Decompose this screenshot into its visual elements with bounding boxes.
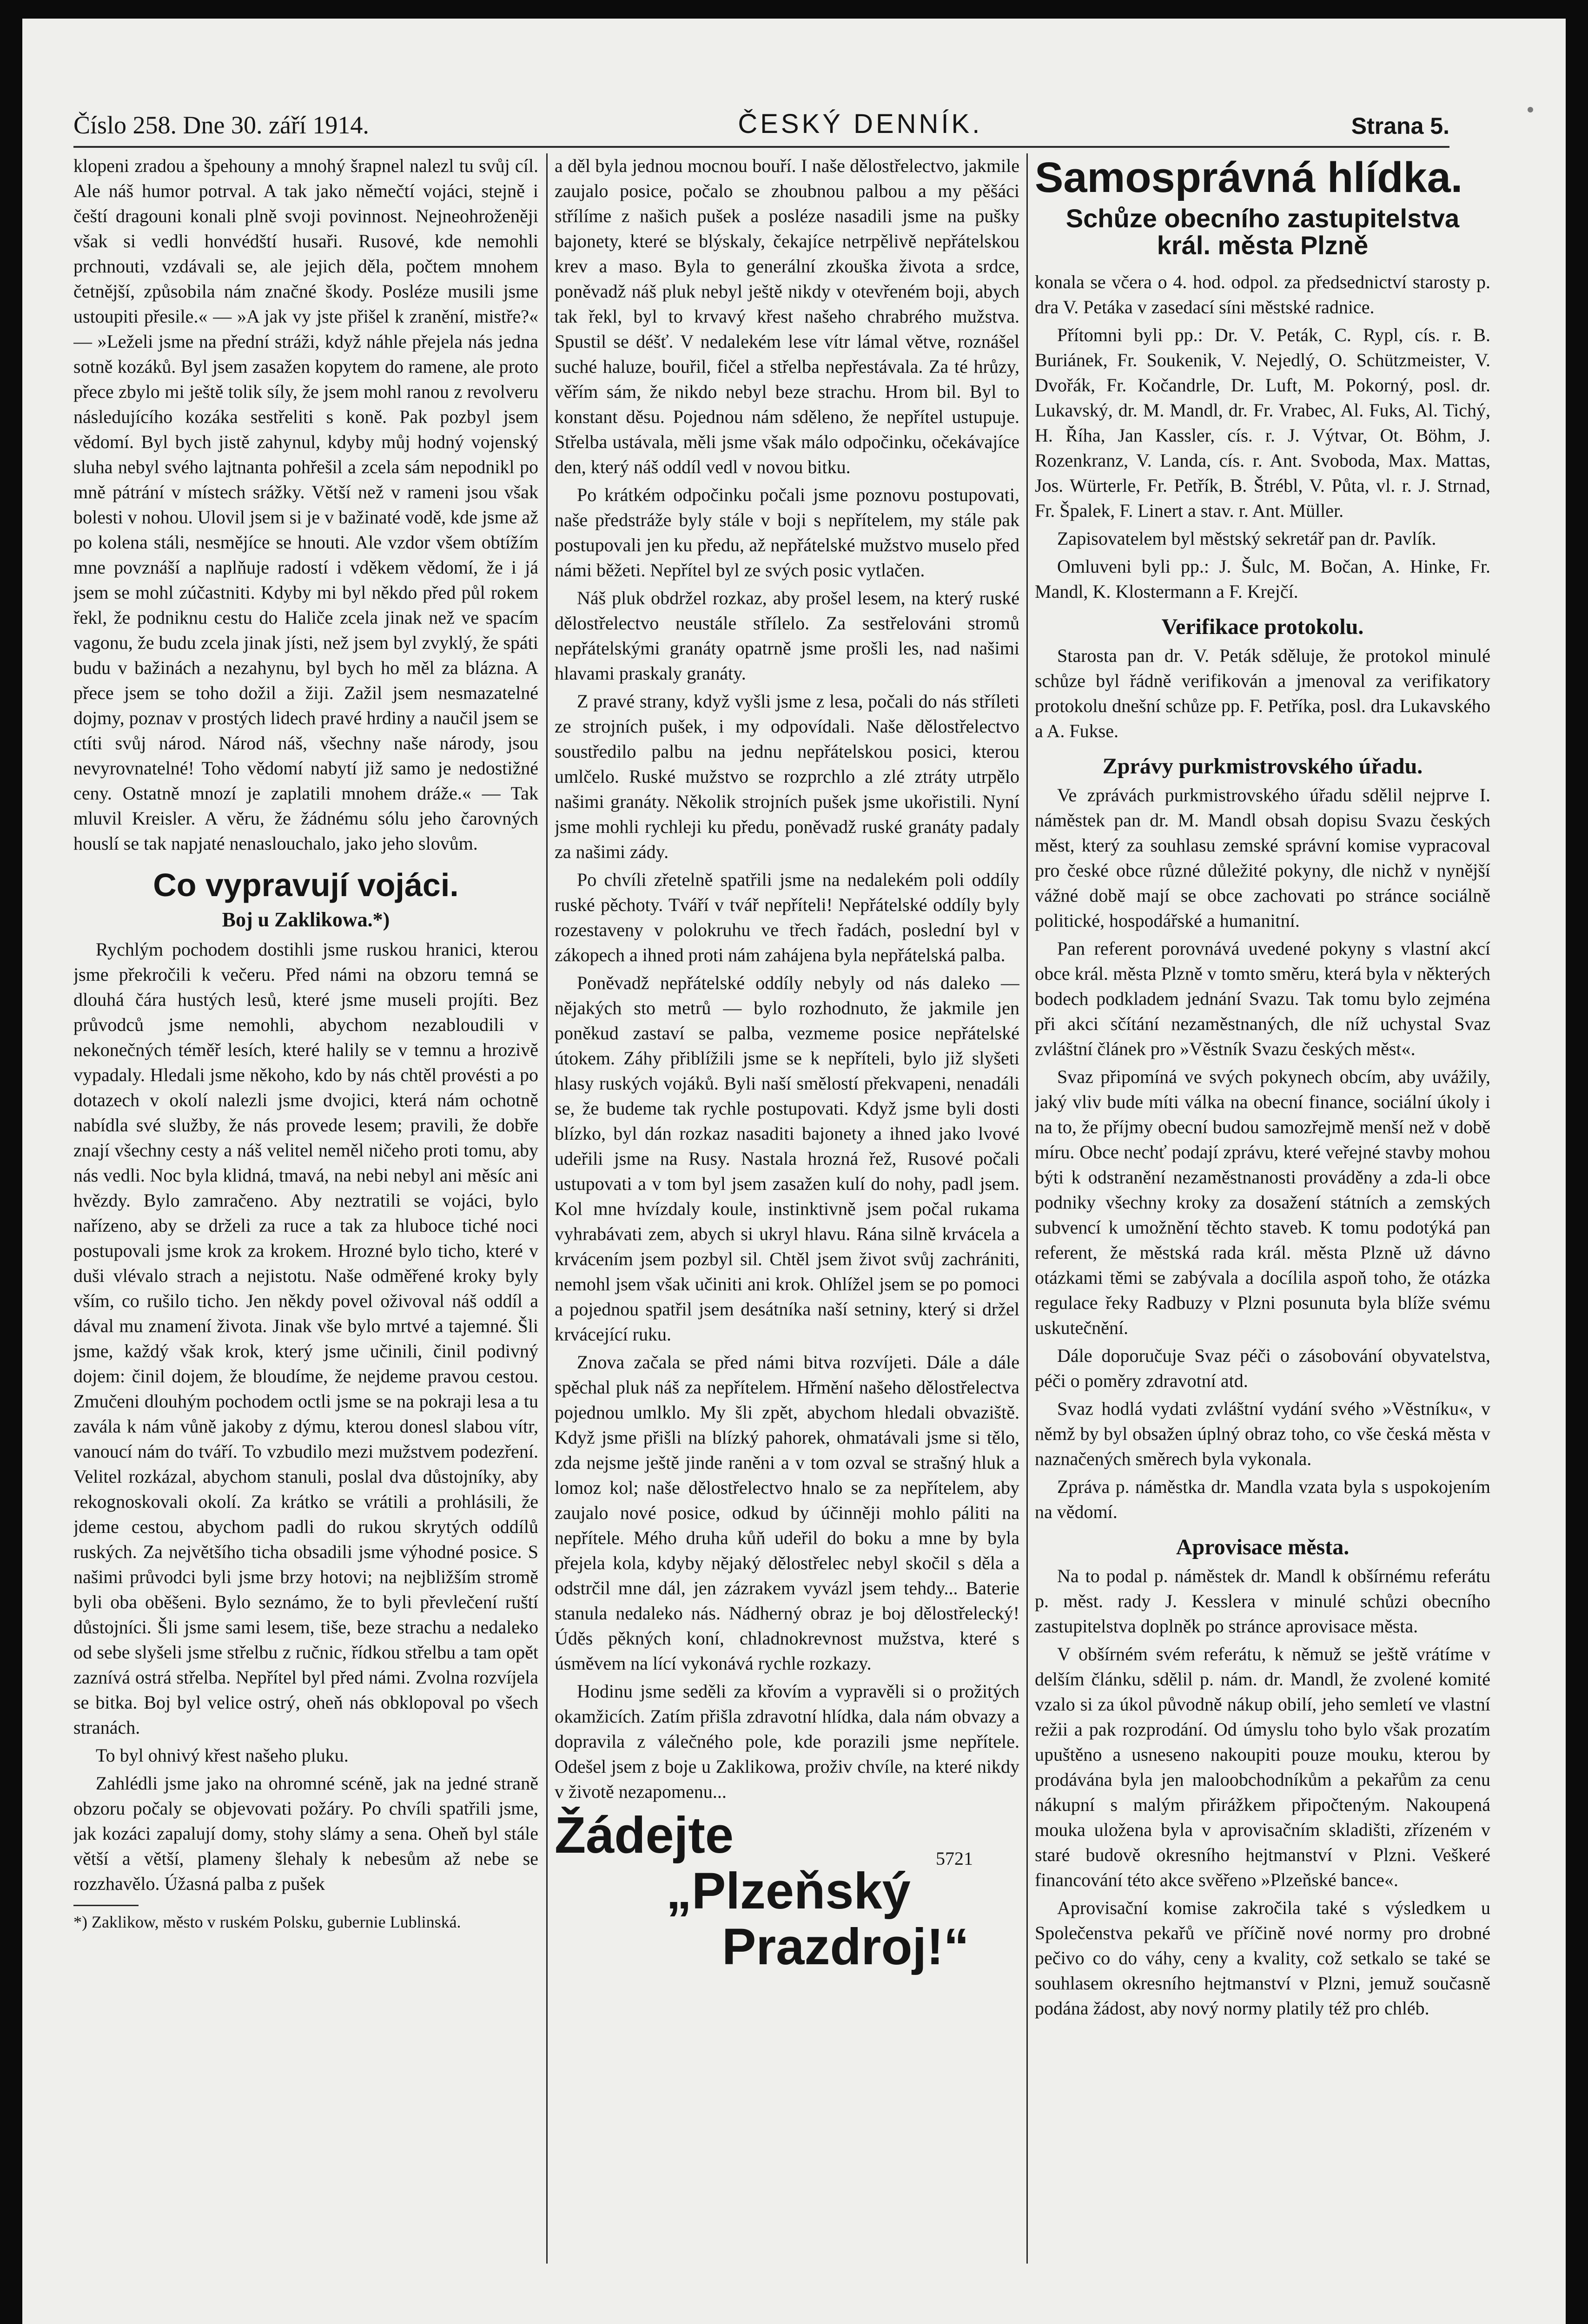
newspaper-page: [22, 19, 1566, 2324]
paragraph: Pan referent porovnává uvedené pokyny s vlastní akcí obce král. města Plzně v tomto směru, která byla v některých bodech podkladem jednání Svazu. Tak tomu bylo zejména při akci sčítání nezaměstnaných, dle níž uchystal Svaz zvláštní článek pro »Věstník Svazu českých měst«.: [1035, 938, 1490, 1060]
article-title: Co vypravují vojáci.: [153, 867, 459, 903]
section-subtitle: král. města Plzně: [1157, 231, 1369, 260]
paragraph: Omluveni byli pp.: J. Šulc, M. Bočan, A. Hinke, Fr. Mandl, K. Klostermann a F. Krejčí.: [1035, 556, 1490, 602]
subsection-heading: Zprávy purkmistrovského úřadu.: [1102, 754, 1423, 779]
footnote: *) Zaklikow, město v ruském Polsku, gubernie Lublinská.: [73, 1912, 461, 1931]
paragraph: Aprovisační komise zakročila také s výsledkem u Společenstva pekařů ve příčině nové normy pro drobné pečivo co do váhy, ceny a kvality, což setkalo se také se souhlasem okresního hejtmanství v Plzni, jemuž současně podána žádost, aby nový normy platily též pro chléb.: [1035, 1897, 1490, 2019]
paragraph: Zahlédli jsme jako na ohromné scéně, jak na jedné straně obzoru počaly se objevovati požáry. Po chvíli spatřili jsme, jak kozáci zapalují domy, stohy slámy a sena. Oheň byl stále větší a větší, plameny šlehaly k nebesům až nebe se rozzhavělo. Úžasná palba z pušek: [73, 1772, 538, 1894]
paragraph: Znova začala se před námi bitva rozvíjeti. Dále a dále spěchal pluk náš za nepřítelem. Hřmění našeho dělostřelectva pojednou umlklo. My šli zpět, abychom hledali obvaziště. Když jsme přišli na blízký pahorek, ohmatávali jsme si tělo, zda nejsme ještě jinde raněni a v tom ozval se strašný hluk a lomoz kol; naše dělostřelectvo hnalo se za nepřítelem, aby zaujalo nové posice, odkud by účinněji mohlo páliti na nepřítele. Mého druha kůň udeřil do boku a mne by byla přejela kola, kdyby nějaký dělostřelec nebyl skočil s děla a odstrčil mne dál, jen zázrakem vyvázl jsem tehdy... Baterie stanula nedaleko nás. Nádherný obraz je boj dělostřelecký! Úděs pěkných koní, chladnokrevnost mužstva, které s úsměvem na lící vykonává rychle rozkazy.: [555, 1352, 1019, 1674]
ad-number: 5721: [936, 1848, 973, 1869]
paragraph: Po chvíli zřetelně spatřili jsme na nedalekém poli oddíly ruské pěchoty. Tváří v tvář nepříteli! Nepřátelské oddíly byly rozestaveny v polokruhu ve třech řadách, poslední byl v zákopech a ihned proti nám zahájena byla nepřátelská palba.: [555, 869, 1019, 965]
ad-line: Žádejte: [555, 1807, 734, 1864]
paragraph: Náš pluk obdržel rozkaz, aby prošel lesem, na který ruské dělostřelectvo neustále střílelo. Za sestřelováni stromů nepřátelskými granáty opatrně jsme prošli les, nad našimi hlavami praskaly granáty.: [555, 588, 1019, 684]
footnote-rule: [73, 1905, 139, 1906]
column-2: [555, 153, 1019, 2264]
column-3: [1035, 153, 1490, 2264]
paragraph: konala se včera o 4. hod. odpol. za předsednictví starosty p. dra V. Petáka v zasedací síni městské radnice.: [1035, 271, 1490, 318]
paragraph: Poněvadž nepřátelské oddíly nebyly od nás daleko — nějakých sto metrů — bylo rozhodnuto, že jakmile jen poněkud zastaví se palba, vezmeme posice nepřátelské útokem. Záhy přiblížili jsme se k nepříteli, bylo již slyšeti hlasy ruských vojáků. Byli naší smělostí překvapeni, nenadáli se, že budeme tak rychle postupovati. Když jsme byli dosti blízko, byl dán rozkaz nasaditi bajonety a ihned jako lvové udeřili jsme na Rusy. Nastala hrozná řež, Rusové počali ustupovati a v tom byl jsem zasažen kulí do nohy, padl jsem. Kol mne hvízdaly koule, instinktivně jsem počal rukama vyhrabávati zem, abych si ukryl hlavu. Rána silně krvácela a krvácením jsem pozbyl sil. Chtěl jsem život svůj zachrániti, nemohl jsem však učiniti ani krok. Ohlížel jsem se po pomoci a pojednou spatřil jsem desátníka naší setniny, který si držel krvácející ruku.: [555, 972, 1019, 1345]
paragraph: Rychlým pochodem dostihli jsme ruskou hranici, kterou jsme překročili k večeru. Před námi na obzoru temná se dlouhá čára hustých lesů, které jsme museli projíti. Bez průvodců jsme nemohli, abychom nezabloudili v nekonečných téměř lesích, které halily se v temnu a hrozivě vypadaly. Hledali jsme někoho, kdo by nás chtěl provésti a po dotazech v okolí nalezli jsme dvojici, která nám ochotně nabídla své služby, že nás provede lesem; pravili, že dobře znají všechny cesty a náš velitel neměl ničeho proti tomu, aby nás vedli. Noc byla klidná, tmavá, na nebi nebyl ani měsíc ani hvězdy. Bylo zamračeno. Aby neztratili se vojáci, bylo nařízeno, aby se drželi za ruce a tak za hluboce tiché noci postupovali jsme krok za krokem. Hrozné bylo ticho, které v duši vlévalo strach a nejistotu. Naše odměřené kroky byly vším, co rušilo ticho. Jen někdy povel oživoval náš oddíl a dával mu znamení života. Jinak vše bylo mrtvé a tajemné. Šli jsme, každý však krok, který jsme učinili, činil podivný dojem: činil dojem, že bloudíme, že nejdeme pravou cestou. Zmučeni dlouhým pochodem octli jsme se na pokraji lesa a tu zavála k nám vůně jakoby z dýmu, kterou donesl slabou vítr, vanoucí nám do tváří. To vzbudilo mezi mužstvem podezření. Velitel rozkázal, abychom stanuli, poslal dva důstojníky, aby rekognoskovali okolí. Za krátko se vrátili a prohlásili, že jdeme cestou, abychom padli do rukou skrytých oddílů ruských. Za největšího ticha obsadili jsme výhodné posice. S našimi průvodci byli jsme brzy hotovi; na nejbližším stromě byli oba oběšeni. Bylo seznámo, že to byli převlečení ruští důstojníci. Šli jsme sami lesem, tiše, beze strachu a nedaleko od sebe slyšeli jsme střelbu z ručnic, řídkou střelbu a tam opět zaznívá ostrá střelba. Nepřítel byl před námi. Zvolna rozvíjela se bitka. Boj byl velice ostrý, oheň nás obklopoval po všech stranách.: [73, 938, 538, 1738]
paragraph: Svaz hodlá vydati zvláštní vydání svého »Věstníku«, v němž by byl obsažen úplný obraz toho, co vše česká města v naznačených směrech byla vykonala.: [1035, 1398, 1490, 1470]
paragraph: Hodinu jsme seděli za křovím a vypravěli si o prožitých okamžicích. Zatím přišla zdravotní hlídka, dala nám obvazy a dopravila z válečného pole, kde porazili jsme nepřítele. Odešel jsem z boje u Zaklikowa, proživ chvíle, na které nikdy v životě nezapomenu...: [555, 1681, 1019, 1802]
article-continuation: klopeni zradou a špehouny a mnohý šrapnel nalezl tu svůj cíl. Ale náš humor potrval. A tak jako němečtí vojáci, stejně i čeští dragouni konali plně svoji povinnost. Nejneohroženěji však si vedli honvédští husaři. Rusové, kde nemohli prchnouti, vzdávali se, ale jejich děla, počtem mnohem četnější, způsobila nám značné škody. Posléze musili jsme ustoupiti přesile.« — »A jak vy jste přišel k zranění, mistře?« — »Leželi jsme na přední stráži, když náhle přejela nás jedna sotně kozáků. Byl jsem zasažen kopytem do ramene, ale proto přece zbylo mi ještě tolik síly, že jsem mohl ranou z revolveru následujícího kozáka sestřeliti s koně. Pak pozbyl jsem vědomí. Byl bych jistě zahynul, kdyby můj hodný vojenský sluha nebyl svého lajtnanta pohřešil a zcela sám nepodnikl po mně pátrání v místech srážky. Větší než v rameni jsou však bolesti v nohou. Ulovil jsem si je v bažinaté vodě, kde jsme až po kolena stáli, nesmějíce se hnouti. Ale vzdor všem obtížím mne povznáší a naplňuje radostí i vděkem vědomí, že i já jsem se mohl zúčastniti. Kdyby mi byl někdo před půl rokem řekl, že podniknu cestu do Haliče zcela jinak než ve spacím vagonu, že budu zcela jinak jísti, než jsem byl zvyklý, že spáti budu v bažinách a nezahynu, byl bych ho měl za blázna. A přece jsem se toho dožil a žiji. Zažil jsem nesmazatelné dojmy, poznav v prostých lidech pravé hrdiny a naučil jsem se ctíti svůj národ. Národ náš, všechny naše národy, jsou nevyrovnatelné! Toho vědomí nabytí již samo je nedostižné ceny. Ostatně mnozí je zaplatili mnohem dráže.« — Tak mluvil Kreisler. A věru, že žádnému sólu jeho čarovných houslí se tak napjaté nenaslouchalo, jako jeho slovům.: [73, 155, 538, 854]
paragraph: Zpráva p. náměstka dr. Mandla vzata byla s uspokojením na vědomí.: [1035, 1476, 1490, 1523]
column-rule: [546, 153, 548, 2264]
subsection-heading: Verifikace protokolu.: [1161, 614, 1364, 640]
subsection-heading: Aprovisace města.: [1176, 1535, 1350, 1560]
paragraph: Přítomni byli pp.: Dr. V. Peták, C. Rypl, cís. r. B. Buriánek, Fr. Soukenik, V. Nejedlý, O. Schützmeister, V. Dvořák, Fr. Kočandrle, Dr. Luft, M. Pokorný, posl. dr. Lukavský, dr. M. Mandl, dr. Fr. Vrabec, Al. Fuks, Al. Tichý, H. Říha, Jan Kassler, cís. r. J. Výtvar, Ot. Böhm, J. Rozenkranz, V. Landa, cís. r. Ant. Svoboda, Max. Mattas, Jos. Würterle, Fr. Petřík, B. Štrébl, V. Půta, vl. r. J. Strnad, Fr. Špalek, F. Linert a stav. r. Ant. Müller.: [1035, 324, 1490, 522]
paragraph: V obšírném svém referátu, k němuž se ještě vrátíme v delším článku, sdělil p. nám. dr. Mandl, že zvolené komité vzalo si za úkol původně nákup obilí, jeho semletí ve vlastní režii a pak rozprodání. Od úmyslu toho bylo však prozatím upuštěno a usneseno nakoupiti pouze mouku, kterou by prodávána byla jen maloobchodníkům a pekařům za cenu nákupní s malým přirážkem připočteným. Nakoupená mouka uložena byla v aprovisačním skladišti, zřízeném v staré budově okresního hejtmanství v Plzni. Veškeré financování této akce svěřeno »Plzeňské bance«.: [1035, 1644, 1490, 1891]
section-title: Samosprávná hlídka.: [1035, 154, 1463, 201]
column-1: [73, 153, 538, 2264]
ad-line: „Plzeňský: [666, 1862, 911, 1920]
paragraph: Na to podal p. náměstek dr. Mandl k obšírnému referátu p. měst. rady J. Kesslera v minulé schůzi obecního zastupitelstva doplněk po stránce aprovisace města.: [1035, 1565, 1490, 1637]
page-number: Strana 5.: [1351, 113, 1449, 139]
article-subtitle: Boj u Zaklikowa.*): [222, 908, 390, 931]
column-rule: [1026, 153, 1028, 2264]
paragraph: Z pravé strany, když vyšli jsme z lesa, počali do nás stříleti ze strojních pušek, i my odpovídali. Naše dělostřelectvo soustředilo palbu na jednu nepřátelskou posici, kterou umlčelo. Ruské mužstvo se rozprchlo a zlé ztráty utrpělo našimi granáty. Několik strojních pušek jsme ukořistili. Nyní jsme mohli rychleji ku předu, poněvadž ruské granáty padaly za našimi zády.: [555, 691, 1019, 862]
section-subtitle: Schůze obecního zastupitelstva: [1065, 203, 1460, 233]
paragraph: Po krátkém odpočinku počali jsme poznovu postupovati, naše předstráže byly stále v boji s nepřítelem, my stále pak postupovali jen ku předu, až nepřátelské mužstvo muselo před námi běžeti. Nepřítel byl ze svých posic vytlačen.: [555, 484, 1019, 581]
paragraph: To byl ohnivý křest našeho pluku.: [96, 1744, 349, 1766]
advertisement: [555, 1807, 1019, 1990]
masthead: ČESKÝ DENNÍK.: [738, 109, 983, 139]
ad-line: Prazdroj!“: [722, 1918, 969, 1975]
paragraph: Starosta pan dr. V. Peták sděluje, že protokol minulé schůze byl řádně verifikován a jmenoval za verifikatory protokolu dnešní schůze pp. F. Petříka, posl. dra Lukavského a A. Fukse.: [1035, 645, 1490, 742]
page-header: [73, 88, 1449, 148]
paragraph: Ve zprávách purkmistrovského úřadu sdělil nejprve I. náměstek pan dr. M. Mandl obsah dopisu Svazu českých měst, který za souhlasu zemské správní komise vypracoval pro české obce různé důležité pokyny, dle nichž v nynější vážné době mají se obce zachovati po stránce sociálně politické, hospodářské a humanitní.: [1035, 785, 1490, 931]
paragraph: Svaz připomíná ve svých pokynech obcím, aby uvážily, jaký vliv bude míti válka na obecní finance, sociální úkoly i na to, že příjmy obecní budou samozřejmě menší než v době míru. Obce nechť podají zprávu, které veřejné stavby mohou býti k odstranění nezaměstnanosti prováděny a zda-li obce podniky všechny kroky za dosažení státních a zemských subvencí k umožnění těchto staveb. K tomu podotýká pan referent, že městská rada král. města Plzně už dávno otázkami těmi se zabývala a docílila aspoň toho, že otázka regulace řeky Radbuzy v Plzni posunuta byla blíže svému uskutečnění.: [1035, 1066, 1490, 1339]
issue-date: Číslo 258. Dne 30. září 1914.: [73, 111, 369, 139]
paragraph: Zapisovatelem byl městský sekretář pan dr. Pavlík.: [1057, 528, 1436, 549]
paragraph: Dále doporučuje Svaz péči o zásobování obyvatelstva, péči o poměry zdravotní atd.: [1035, 1345, 1490, 1392]
margin-mark: [1528, 107, 1533, 112]
paragraph: a děl byla jednou mocnou bouří. I naše dělostřelectvo, jakmile zaujalo posice, počalo se zhoubnou palbou a my pěšáci střílíme z našich pušek a posléze nasadili jsme na pušky bajonety, které se blýskaly, čekajíce netrpělivě nepřátelskou krev a maso. Byla to generální zkouška života a srdce, poněvadž náš pluk nebyl ještě nikdy v otevřeném boji, abych tak řekl, byl to krvavý křest našeho chrabrého mužstva. Spustil se déšť. V nedalekém lese vítr lámal větve, roznášel suché haluze, bouřil, fičel a střelba nepřestávala. Za té hrůzy, věřím sám, že nikdo nebyl beze strachu. Hrom bil. Byl to konstant děsu. Pojednou nám sděleno, že nepřítel ustupuje. Střelba ustávala, měli jsme však málo odpočinku, očekávajíce den, který náš oddíl vedl v novou bitku.: [555, 155, 1019, 477]
